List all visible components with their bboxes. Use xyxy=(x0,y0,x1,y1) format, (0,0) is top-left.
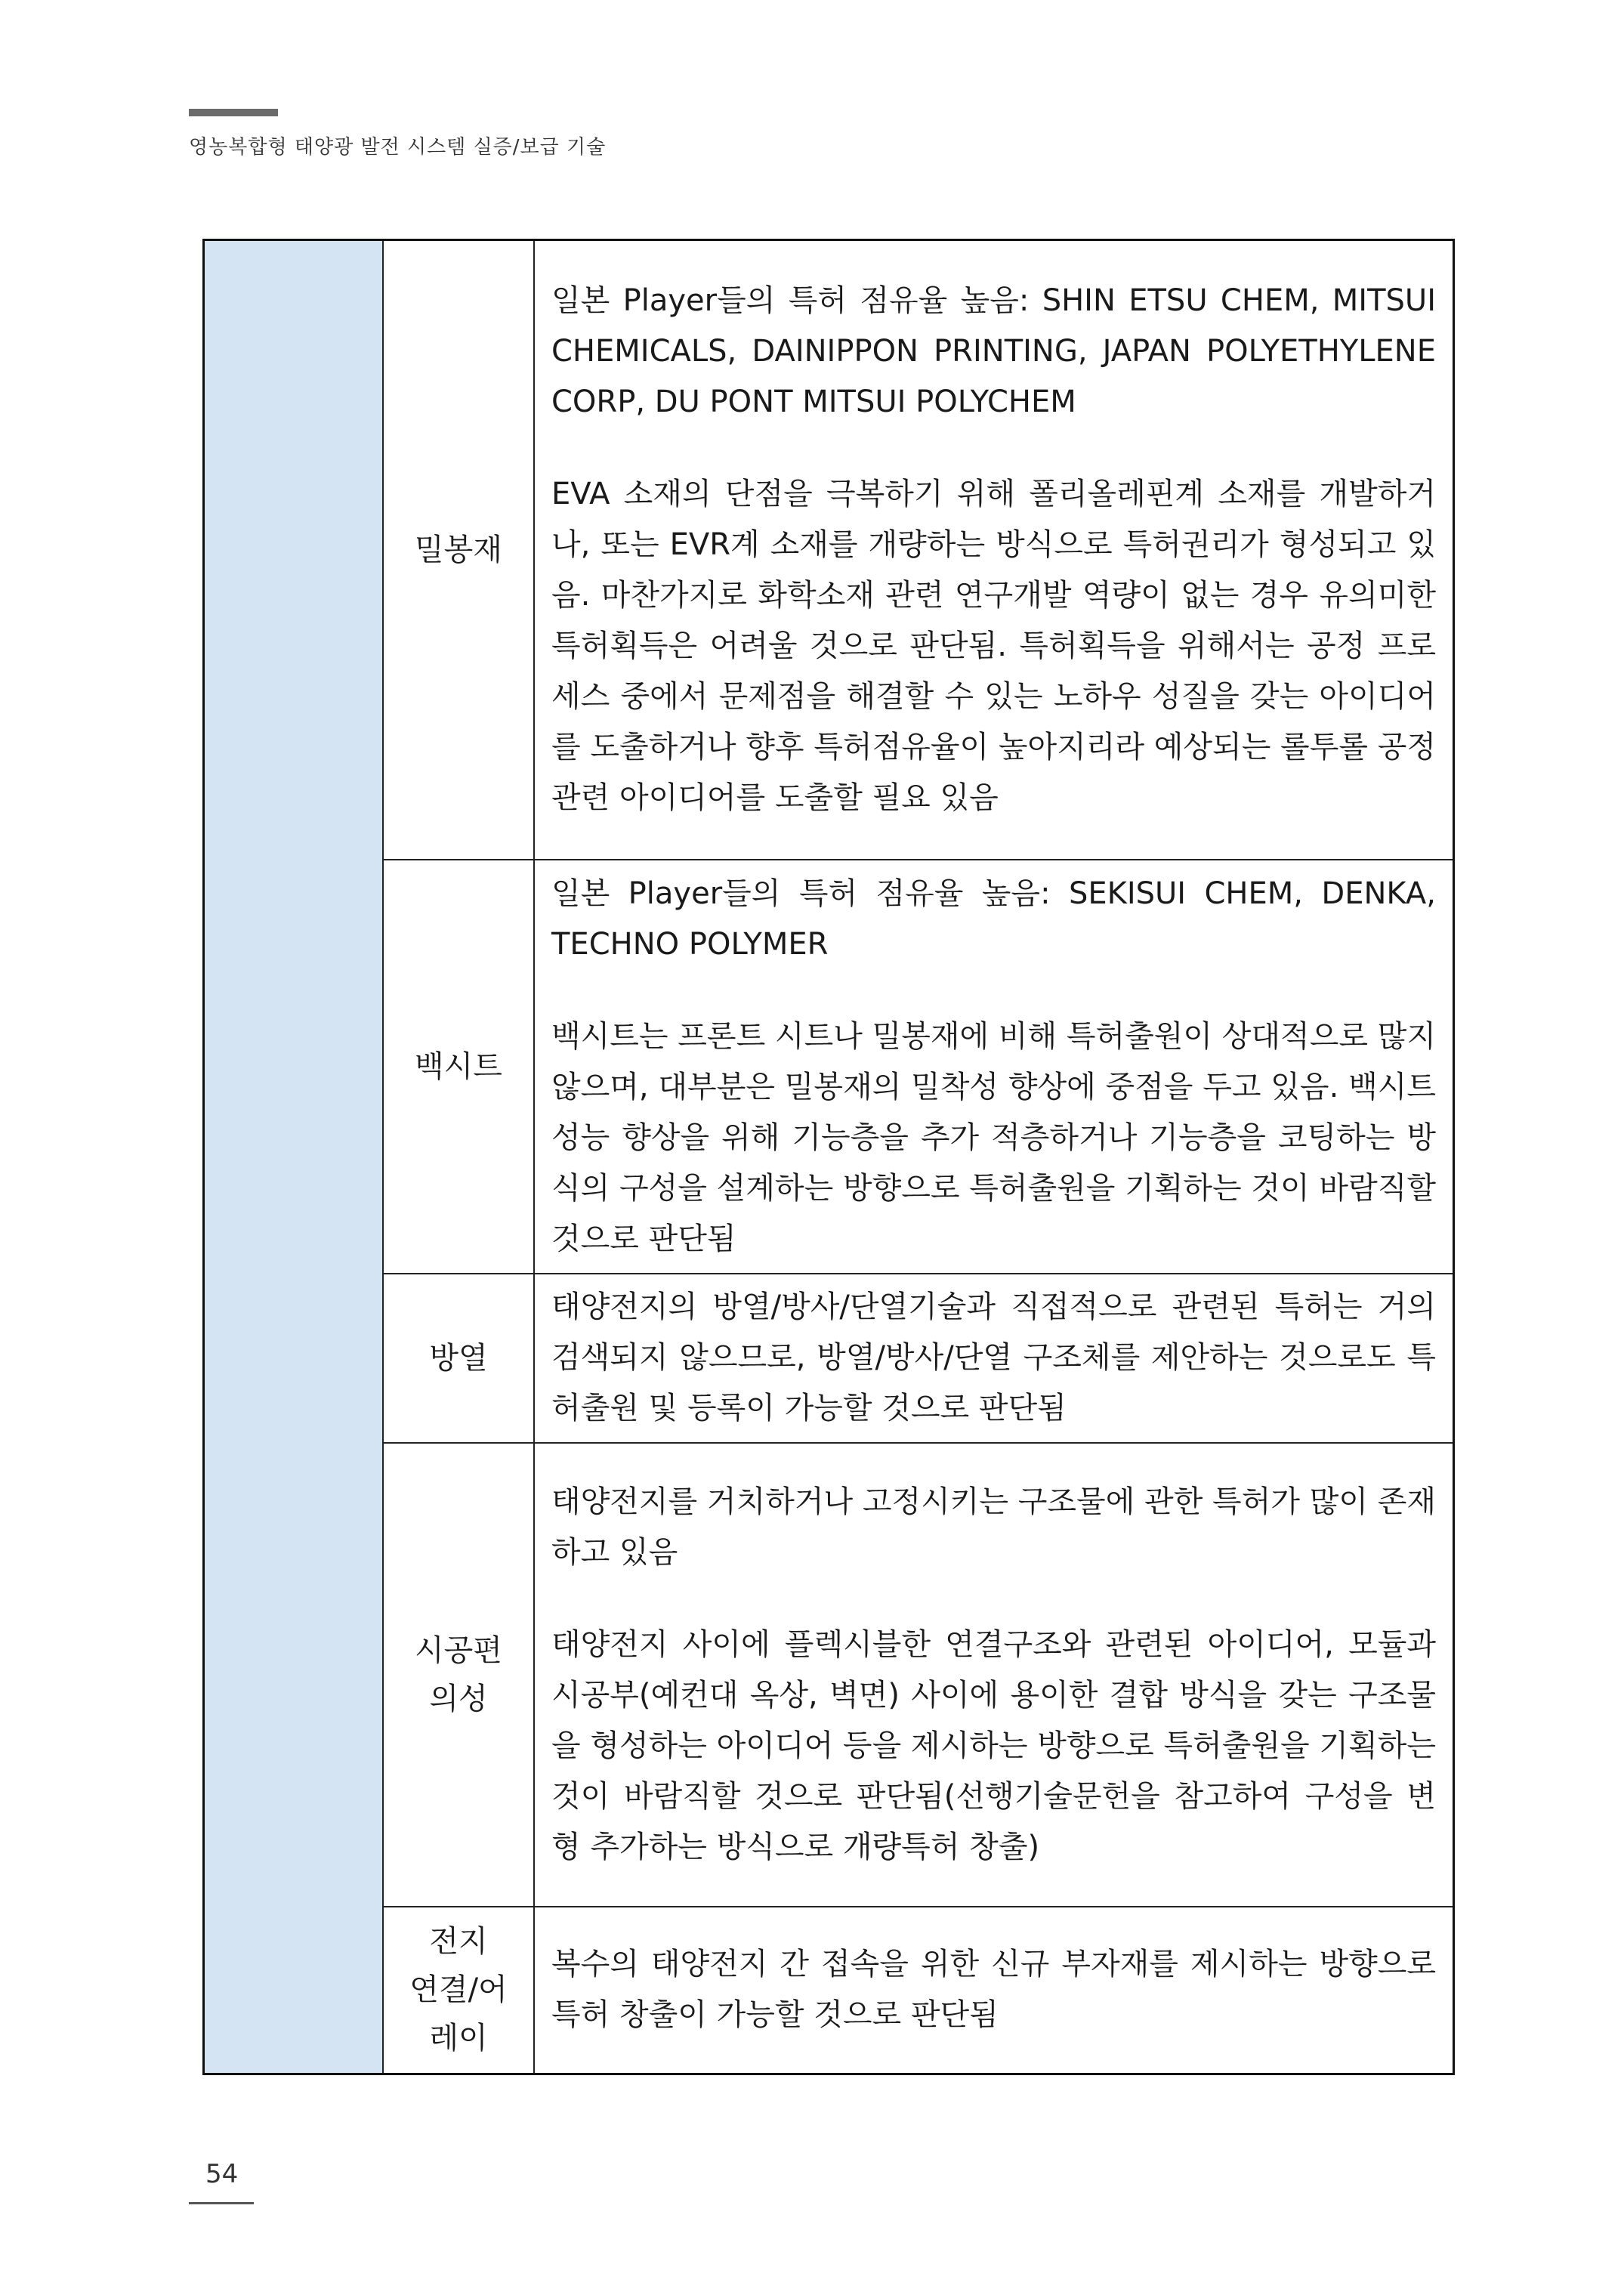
header-rule xyxy=(189,109,278,116)
label-line: 레이 xyxy=(429,2021,488,2056)
paragraph: 백시트는 프론트 시트나 밀봉재에 비해 특허출원이 상대적으로 많지 않으며, 대부분은 밀봉재의 밀착성 향상에 중점을 두고 있음. 백시트 성능 향상을 위해 기능층을 추가 적층하거나 기능층을 코팅하는 방식의 구성을 설계하는 방향으로 특허출원을 기획하는 것이 바람직할 것으로 판단됨 xyxy=(551,1018,1436,1256)
table-row xyxy=(204,1443,1454,1907)
row-content-backsheet xyxy=(534,860,1454,1274)
row-label-heat-dissipation: 방열 xyxy=(383,1274,534,1443)
running-header: 영농복합형 태양광 발전 시스템 실증/보급 기술 xyxy=(189,136,607,159)
row-label-cell-array xyxy=(383,1907,534,2074)
category-cell xyxy=(204,240,384,2074)
paragraph: 일본 Player들의 특허 점유율 높음: SHIN ETSU CHEM, MITSUI CHEMICALS, DAINIPPON PRINTING, JAPAN POLYETHYLENE CORP, DU PONT MITSUI POLYCHEM xyxy=(551,283,1436,420)
paragraph: 일본 Player들의 특허 점유율 높음: SEKISUI CHEM, DENKA, TECHNO POLYMER xyxy=(551,876,1436,962)
row-content-installation xyxy=(534,1443,1454,1907)
patent-strategy-table xyxy=(202,239,1455,2075)
row-content-cell-array xyxy=(534,1907,1454,2074)
table-row xyxy=(204,860,1454,1274)
row-label-sealant: 밀봉재 xyxy=(383,240,534,860)
paragraph: 복수의 태양전지 간 접속을 위한 신규 부자재를 제시하는 방향으로 특허 창출이 가능할 것으로 판단됨 xyxy=(551,1947,1436,2033)
label-line: 의성 xyxy=(429,1681,488,1716)
paragraph: EVA 소재의 단점을 극복하기 위해 폴리올레핀계 소재를 개발하거나, 또는 EVR계 소재를 개량하는 방식으로 특허권리가 형성되고 있음. 마찬가지로 화학소재 관련 연구개발 역량이 없는 경우 유의미한 특허획득은 어려울 것으로 판단됨. 특허획득을 위해서는 공정 프로세스 중에서 문제점을 해결할 수 있는 노하우 성질을 갖는 아이디어를 도출하거나 향후 특허점유율이 높아지리라 예상되는 롤투롤 공정 관련 아이디어를 도출할 필요 있음 xyxy=(551,477,1436,816)
row-label-backsheet: 백시트 xyxy=(383,860,534,1274)
label-line: 전지 xyxy=(429,1924,488,1960)
paragraph: 태양전지의 방열/방사/단열기술과 직접적으로 관련된 특허는 거의 검색되지 않으므로, 방열/방사/단열 구조체를 제안하는 것으로도 특허출원 및 등록이 가능할 것으로 판단됨 xyxy=(551,1290,1436,1425)
paragraph: 태양전지를 거치하거나 고정시키는 구조물에 관한 특허가 많이 존재하고 있음 xyxy=(551,1484,1436,1570)
page-number: 54 xyxy=(205,2159,239,2189)
table-row xyxy=(204,1907,1454,2074)
table-row xyxy=(204,1274,1454,1443)
row-label-installation xyxy=(383,1443,534,1907)
table-row xyxy=(204,240,1454,860)
footer-rule xyxy=(189,2202,254,2204)
paragraph: 태양전지 사이에 플렉시블한 연결구조와 관련된 아이디어, 모듈과 시공부(예컨대 옥상, 벽면) 사이에 용이한 결합 방식을 갖는 구조물을 형성하는 아이디어 등을 제시하는 방향으로 특허출원을 기획하는 것이 바람직할 것으로 판단됨(선행기술문헌을 참고하여 구성을 변형 추가하는 방식으로 개량특허 창출) xyxy=(551,1626,1436,1864)
row-content-sealant xyxy=(534,240,1454,860)
label-line: 시공편 xyxy=(415,1632,502,1668)
row-content-heat-dissipation xyxy=(534,1274,1454,1443)
label-line: 연결/어 xyxy=(409,1972,508,2008)
